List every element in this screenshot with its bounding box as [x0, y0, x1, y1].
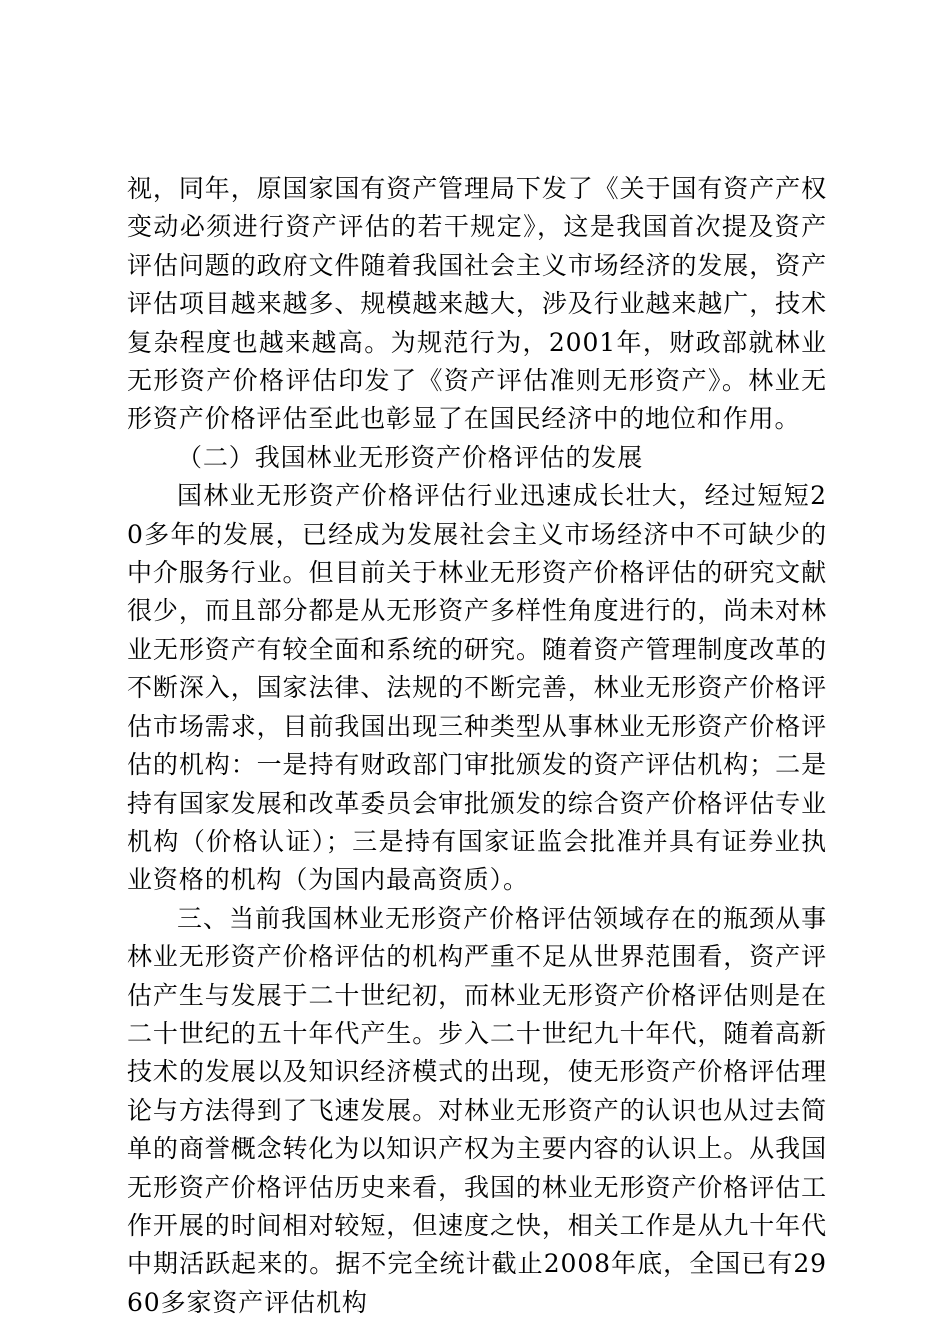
section-heading-2: （二）我国林业无形资产价格评估的发展 — [177, 442, 644, 472]
body-paragraph-3: 三、当前我国林业无形资产价格评估领域存在的瓶颈从事林业无形资产价格评估的机构严重不足从世界范围看，资产评估产生与发展于二十世纪初，而林业无形资产价格评估则是在二十世纪的五十年代产生。步入二十世纪九十年代，随着高新技术的发展以及知识经济模式的出现，使无形资产价格评估理论与方法得到了飞速发展。对林业无形资产的认识也从过去简单的商誉概念转化为以知识产权为主要内容的认识上。从我国无形资产价格评估历史来看，我国的林业无形资产价格评估工作开展的时间相对较短，但速度之快，相关工作是从九十年代中期活跃起来的。据不完全统计截止2008年底，全国已有2960多家资产评估机构 — [127, 903, 827, 1317]
body-paragraph-2: 国林业无形资产价格评估行业迅速成长壮大，经过短短20多年的发展，已经成为发展社会主义市场经济中不可缺少的中介服务行业。但目前关于林业无形资产价格评估的研究文献很少，而且部分都是从无形资产多样性角度进行的，尚未对林业无形资产有较全面和系统的研究。随着资产管理制度改革的不断深入，国家法律、法规的不断完善，林业无形资产价格评估市场需求，目前我国出现三种类型从事林业无形资产价格评估的机构：一是持有财政部门审批颁发的资产评估机构；二是持有国家发展和改革委员会审批颁发的综合资产价格评估专业机构（价格认证）；三是持有国家证监会批准并具有证券业执业资格的机构（为国内最高资质）。 — [127, 481, 827, 895]
body-paragraph-1: 视，同年，原国家国有资产管理局下发了《关于国有资产产权变动必须进行资产评估的若干规定》，这是我国首次提及资产评估问题的政府文件随着我国社会主义市场经济的发展，资产评估项目越来越多、规模越来越大，涉及行业越来越广，技术复杂程度也越来越高。为规范行为，2001年，财政部就林业无形资产价格评估印发了《资产评估准则无形资产》。林业无形资产价格评估至此也彰显了在国民经济中的地位和作用。 — [127, 174, 827, 434]
document-body — [127, 170, 827, 1322]
